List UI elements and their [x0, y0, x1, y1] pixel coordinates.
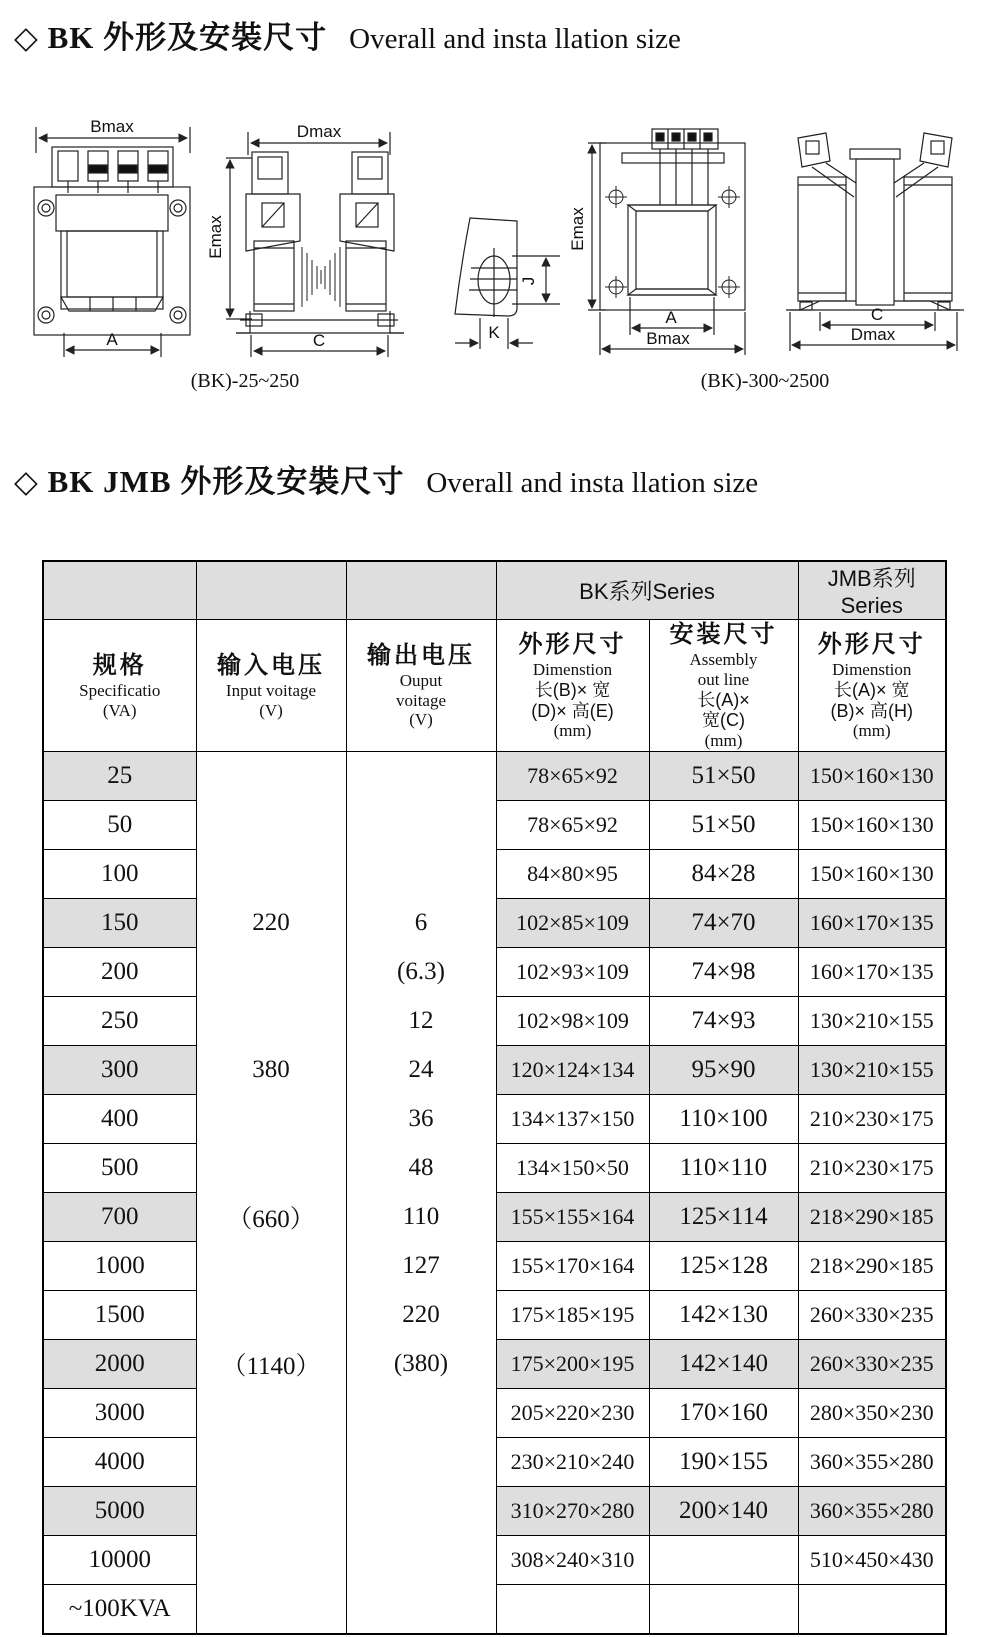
spec-cell: 3000	[43, 1389, 196, 1438]
caption-bk-300-2500: (BK)-300~2500	[700, 370, 830, 392]
bracket-detail-drawing	[455, 218, 560, 349]
jmb-dimension-cell: 218×290×185	[798, 1242, 946, 1291]
dim-label-dmax-small: Dmax	[296, 122, 342, 141]
jmb-dimension-cell: 130×210×155	[798, 997, 946, 1046]
bk-dimension-cell: 175×185×195	[496, 1291, 649, 1340]
output-voltage-value: 24	[408, 1056, 434, 1084]
caption-bk-25-250: (BK)-25~250	[190, 370, 300, 392]
assembly-cell: 74×70	[649, 899, 798, 948]
assembly-cell	[649, 1585, 798, 1634]
dim-label-bmax-large: Bmax	[646, 329, 690, 348]
section2-title	[14, 456, 758, 501]
assembly-cell: 200×140	[649, 1487, 798, 1536]
dim-label-c-large: C	[870, 305, 884, 324]
bk-dimension-cell: 102×85×109	[496, 899, 649, 948]
assembly-cell: 110×100	[649, 1095, 798, 1144]
output-voltage-column	[346, 752, 496, 1634]
jmb-dimension-cell: 218×290×185	[798, 1193, 946, 1242]
bk-dimension-cell: 230×210×240	[496, 1438, 649, 1487]
group-header-jmb-series: JMB系列Series	[798, 561, 946, 620]
section1-title-en: Overall and insta llation size	[349, 23, 681, 55]
assembly-cell	[649, 1536, 798, 1585]
input-voltage-column	[196, 752, 346, 1634]
spec-cell: 100	[43, 850, 196, 899]
spec-cell: 700	[43, 1193, 196, 1242]
dim-label-c-small: C	[312, 331, 326, 350]
jmb-dimension-cell: 210×230×175	[798, 1095, 946, 1144]
jmb-dimension-cell: 160×170×135	[798, 899, 946, 948]
bk-dimension-cell: 134×137×150	[496, 1095, 649, 1144]
dim-label-emax-large: Emax	[568, 207, 587, 251]
spec-cell: 1500	[43, 1291, 196, 1340]
bk-dimension-cell: 84×80×95	[496, 850, 649, 899]
header-blank-spec	[43, 561, 196, 620]
output-voltage-value: (6.3)	[397, 958, 445, 986]
jmb-dimension-cell	[798, 1585, 946, 1634]
bk-dimension-cell: 310×270×280	[496, 1487, 649, 1536]
assembly-cell: 74×93	[649, 997, 798, 1046]
bk-dimension-cell: 102×93×109	[496, 948, 649, 997]
assembly-cell: 142×140	[649, 1340, 798, 1389]
output-voltage-value: (380)	[393, 1350, 449, 1378]
side-view-small-drawing	[226, 132, 404, 357]
spec-cell: 50	[43, 801, 196, 850]
section2-title-en: Overall and insta llation size	[426, 467, 759, 499]
jmb-dimension-cell: 150×160×130	[798, 850, 946, 899]
assembly-cell: 110×110	[649, 1144, 798, 1193]
jmb-dimension-cell: 510×450×430	[798, 1536, 946, 1585]
jmb-dimension-cell: 280×350×230	[798, 1389, 946, 1438]
dim-label-dmax-large: Dmax	[850, 325, 896, 344]
column-header-output-voltage: 输出电压 Ouput voitage (V)	[346, 620, 496, 752]
bk-dimension-cell: 308×240×310	[496, 1536, 649, 1585]
output-voltage-value: 36	[408, 1105, 434, 1133]
output-voltage-value: 48	[408, 1154, 434, 1182]
spec-cell: 300	[43, 1046, 196, 1095]
technical-drawings	[0, 105, 1000, 370]
header-blank-input	[196, 561, 346, 620]
bk-dimension-cell: 78×65×92	[496, 752, 649, 801]
spec-cell: 1000	[43, 1242, 196, 1291]
assembly-cell: 190×155	[649, 1438, 798, 1487]
bk-dimension-cell: 175×200×195	[496, 1340, 649, 1389]
dim-label-a-small: A	[106, 330, 118, 349]
assembly-cell: 95×90	[649, 1046, 798, 1095]
dim-label-emax-small: Emax	[206, 215, 225, 259]
section2-title-zh: ◇ BK JMB 外形及安裝尺寸	[14, 464, 405, 499]
dim-label-k: K	[488, 323, 500, 342]
jmb-dimension-cell: 260×330×235	[798, 1291, 946, 1340]
spec-cell: 25	[43, 752, 196, 801]
input-voltage-value: 380	[252, 1056, 290, 1084]
jmb-dimension-cell: 260×330×235	[798, 1340, 946, 1389]
jmb-dimension-cell: 130×210×155	[798, 1046, 946, 1095]
column-header-bk-dimension: 外形尺寸 Dimenstion 长(B)× 宽 (D)× 高(E) (mm)	[496, 620, 649, 752]
dim-label-a-large: A	[665, 308, 677, 327]
bk-dimension-cell: 78×65×92	[496, 801, 649, 850]
bk-dimension-cell: 205×220×230	[496, 1389, 649, 1438]
bk-dimension-cell	[496, 1585, 649, 1634]
assembly-cell: 51×50	[649, 752, 798, 801]
transformer-drawings-svg	[0, 105, 1000, 370]
spec-cell: 500	[43, 1144, 196, 1193]
spec-cell: 250	[43, 997, 196, 1046]
bk-dimension-cell: 134×150×50	[496, 1144, 649, 1193]
jmb-dimension-cell: 360×355×280	[798, 1487, 946, 1536]
column-header-assembly-outline: 安装尺寸 Assembly out line 长(A)× 宽(C) (mm)	[649, 620, 798, 752]
dim-label-j: J	[519, 276, 538, 286]
output-voltage-value: 127	[402, 1252, 440, 1280]
spec-cell: 2000	[43, 1340, 196, 1389]
assembly-cell: 170×160	[649, 1389, 798, 1438]
output-voltage-value: 12	[408, 1007, 434, 1035]
assembly-cell: 142×130	[649, 1291, 798, 1340]
jmb-dimension-cell: 210×230×175	[798, 1144, 946, 1193]
output-voltage-value: 220	[402, 1301, 440, 1329]
jmb-dimension-cell: 150×160×130	[798, 801, 946, 850]
table-row	[43, 752, 946, 801]
jmb-dimension-cell: 150×160×130	[798, 752, 946, 801]
column-header-spec: 规格 Specificatio (VA)	[43, 620, 196, 752]
bk-dimension-cell: 155×170×164	[496, 1242, 649, 1291]
input-voltage-value: （660）	[227, 1206, 315, 1234]
output-voltage-value: 6	[414, 909, 428, 937]
assembly-cell: 51×50	[649, 801, 798, 850]
input-voltage-value: 220	[252, 909, 290, 937]
section1-title-zh: ◇ BK 外形及安裝尺寸	[14, 20, 328, 55]
group-header-bk-series: BK系列Series	[496, 561, 798, 620]
assembly-cell: 74×98	[649, 948, 798, 997]
jmb-dimension-cell: 160×170×135	[798, 948, 946, 997]
assembly-cell: 125×128	[649, 1242, 798, 1291]
assembly-cell: 84×28	[649, 850, 798, 899]
spec-cell: 5000	[43, 1487, 196, 1536]
column-header-input-voltage: 输入电压 Input voitage (V)	[196, 620, 346, 752]
spec-cell: 200	[43, 948, 196, 997]
spec-cell: 4000	[43, 1438, 196, 1487]
specification-table	[42, 560, 947, 1635]
header-blank-output	[346, 561, 496, 620]
spec-cell: ~100KVA	[43, 1585, 196, 1634]
bk-dimension-cell: 120×124×134	[496, 1046, 649, 1095]
output-voltage-value: 110	[402, 1203, 440, 1231]
spec-cell: 10000	[43, 1536, 196, 1585]
jmb-dimension-cell: 360×355×280	[798, 1438, 946, 1487]
assembly-cell: 125×114	[649, 1193, 798, 1242]
spec-cell: 150	[43, 899, 196, 948]
bk-dimension-cell: 102×98×109	[496, 997, 649, 1046]
dim-label-bmax-small: Bmax	[90, 117, 134, 136]
bk-dimension-cell: 155×155×164	[496, 1193, 649, 1242]
section1-title	[14, 12, 681, 57]
spec-cell: 400	[43, 1095, 196, 1144]
front-view-small-drawing	[34, 127, 190, 357]
column-header-jmb-dimension: 外形尺寸 Dimenstion 长(A)× 宽 (B)× 高(H) (mm)	[798, 620, 946, 752]
input-voltage-value: （1140）	[221, 1353, 321, 1381]
